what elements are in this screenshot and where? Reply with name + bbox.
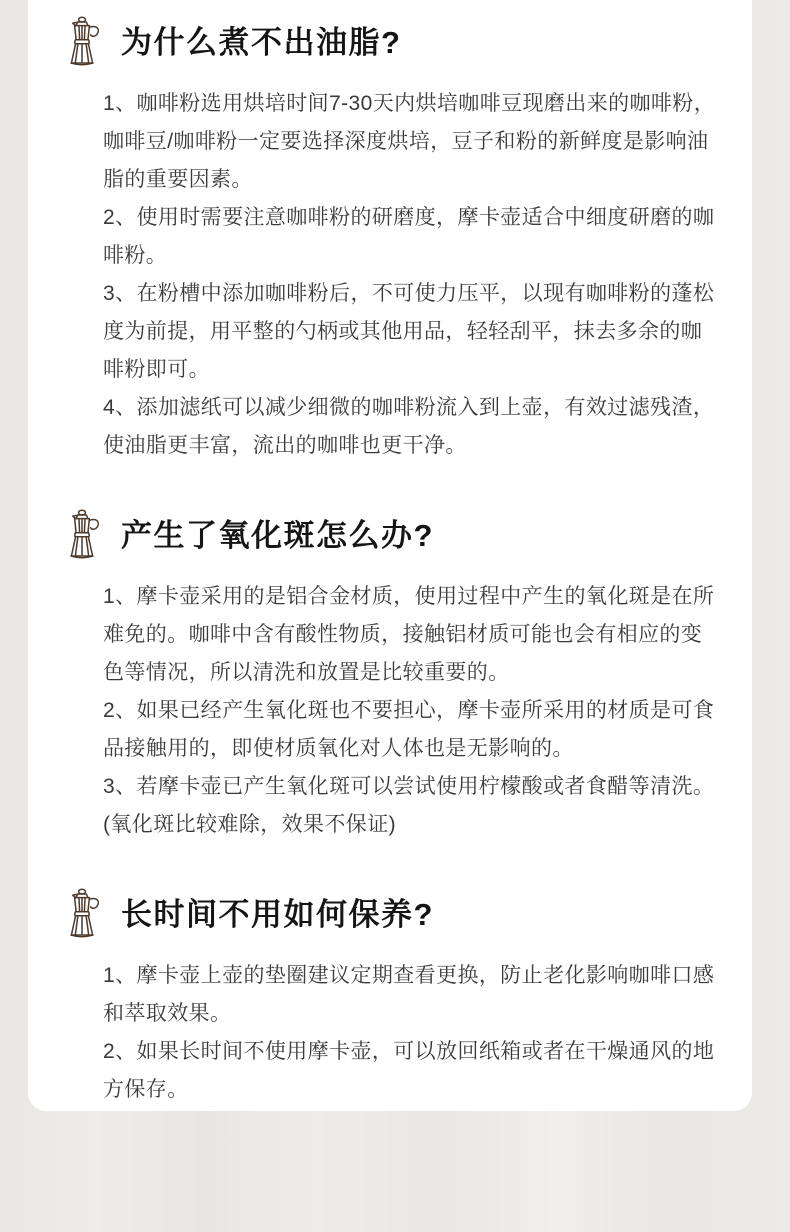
section-header: [60, 509, 714, 562]
section-title: 长时间不用如何保养?: [121, 896, 434, 932]
section-body: [103, 85, 717, 465]
faq-item: 2、如果已经产生氧化斑也不要担心，摩卡壶所采用的材质是可食品接触用的，即使材质氧化对人体也是无影响的。: [103, 699, 715, 760]
faq-item: 3、在粉槽中添加咖啡粉后，不可使力压平，以现有咖啡粉的蓬松度为前提，用平整的勺柄或其他用品，轻轻刮平，抹去多余的咖啡粉即可。: [103, 282, 715, 381]
section-body: [103, 957, 717, 1109]
faq-section-storage: [28, 888, 752, 1109]
faq-item: 4、添加滤纸可以减少细微的咖啡粉流入到上壶，有效过滤残渣，使油脂更丰富，流出的咖啡也更干净。: [103, 396, 715, 457]
faq-item: 2、使用时需要注意咖啡粉的研磨度，摩卡壶适合中细度研磨的咖啡粉。: [103, 206, 715, 267]
faq-card: [28, 0, 752, 1111]
section-header: [60, 16, 714, 69]
faq-section-oxidation: [28, 509, 752, 844]
faq-item: 1、咖啡粉选用烘培时间7-30天内烘培咖啡豆现磨出来的咖啡粉，咖啡豆/咖啡粉一定要选择深度烘培，豆子和粉的新鲜度是影响油脂的重要因素。: [103, 92, 716, 191]
faq-section-crema: [28, 16, 752, 465]
section-title: 为什么煮不出油脂?: [121, 24, 402, 60]
faq-item: 1、摩卡壶采用的是铝合金材质，使用过程中产生的氧化斑是在所难免的。咖啡中含有酸性物质，接触铝材质可能也会有相应的变色等情况，所以清洗和放置是比较重要的。: [103, 585, 715, 684]
moka-pot-icon: [60, 888, 104, 941]
section-body: [103, 578, 717, 844]
faq-item: 3、若摩卡壶已产生氧化斑可以尝试使用柠檬酸或者食醋等清洗。(氧化斑比较难除，效果不保证): [103, 775, 715, 836]
moka-pot-icon: [60, 16, 104, 69]
moka-pot-icon: [60, 509, 104, 562]
faq-item: 1、摩卡壶上壶的垫圈建议定期查看更换，防止老化影响咖啡口感和萃取效果。: [103, 964, 715, 1025]
faq-item: 2、如果长时间不使用摩卡壶，可以放回纸箱或者在干燥通风的地方保存。: [103, 1040, 715, 1101]
section-header: [60, 888, 714, 941]
section-title: 产生了氧化斑怎么办?: [121, 517, 434, 553]
